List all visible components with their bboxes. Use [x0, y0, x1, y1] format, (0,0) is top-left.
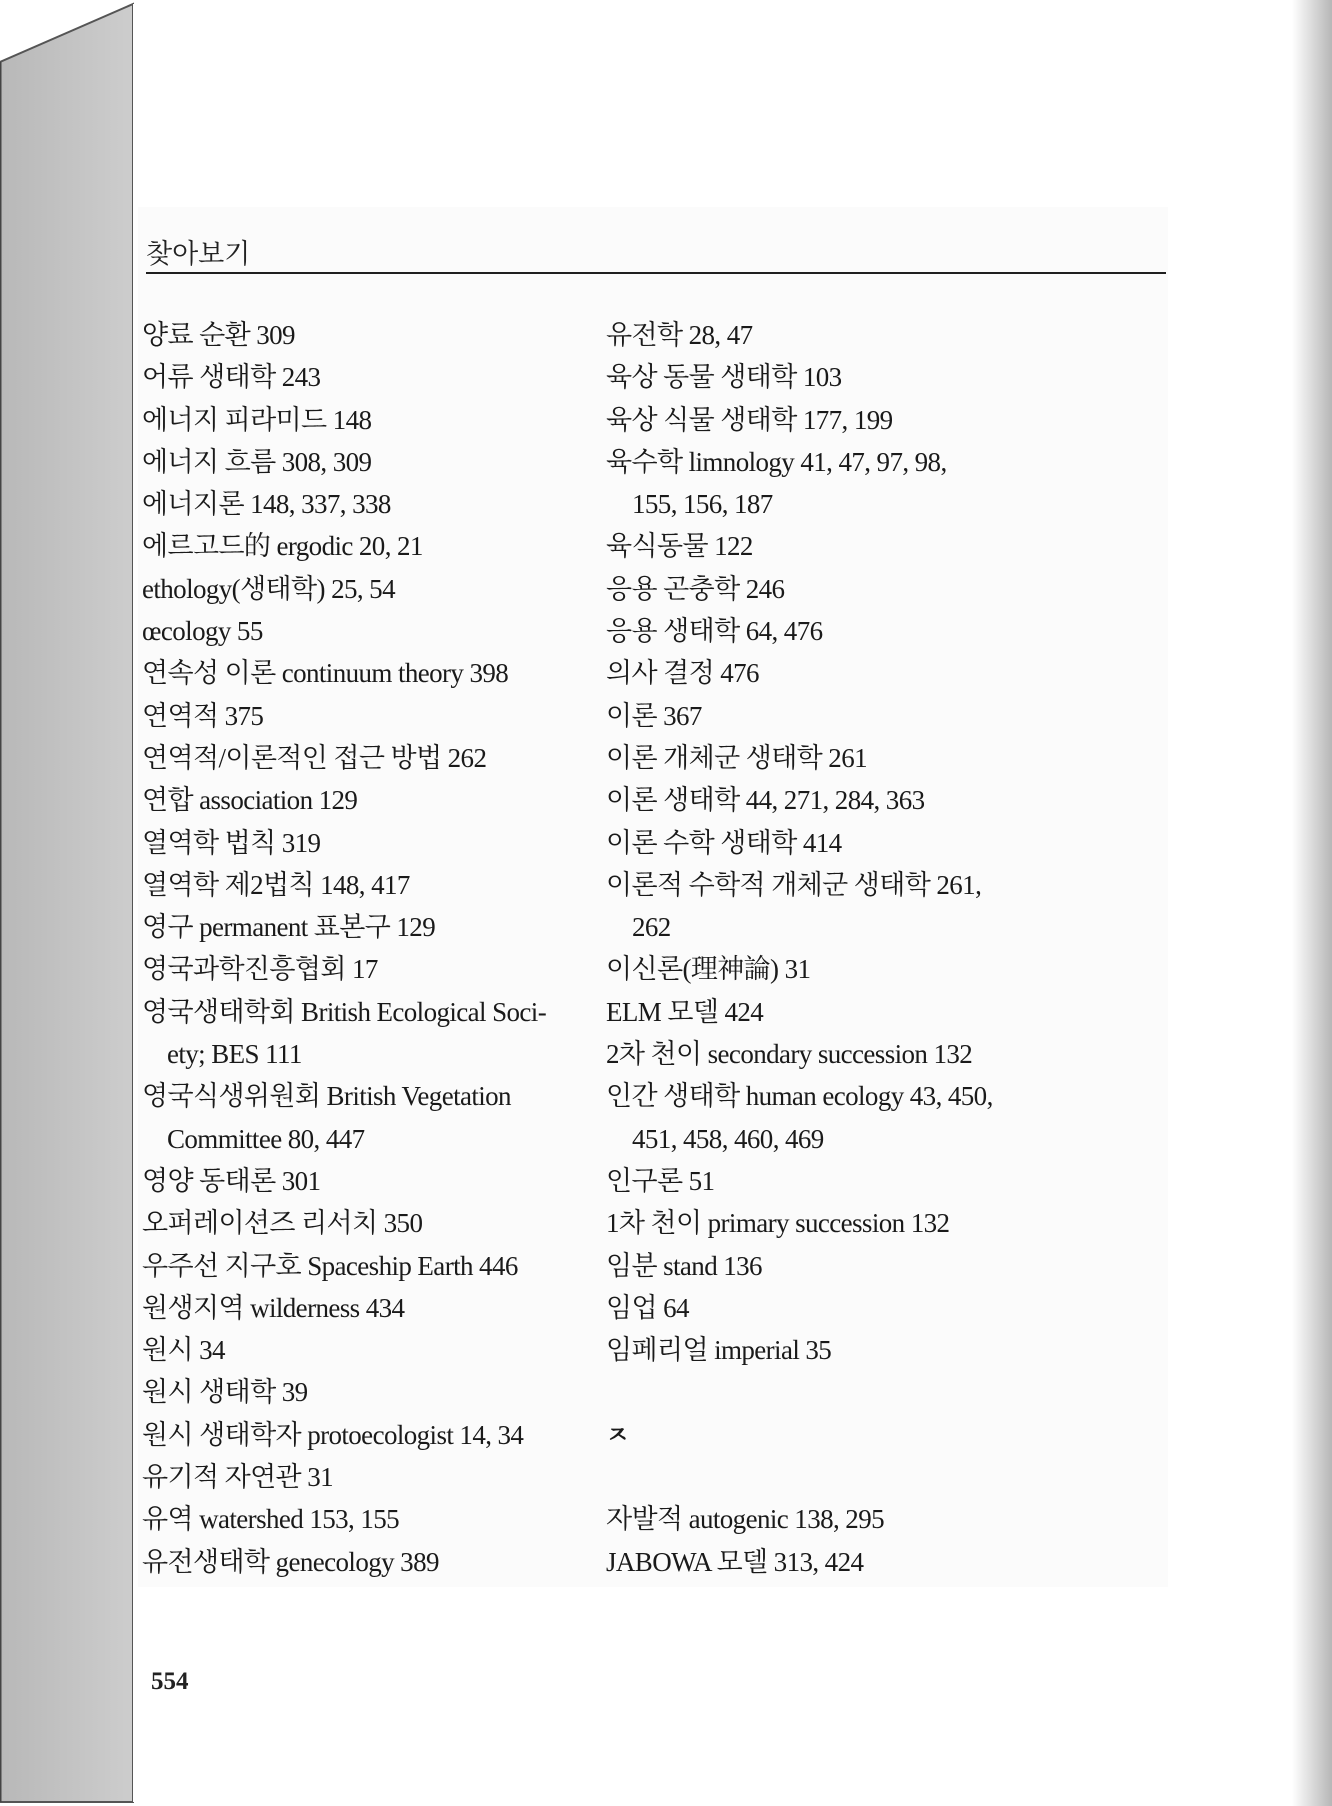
index-entry: 자발적 autogenic 138, 295 [606, 1504, 885, 1535]
index-entry: 육수학 limnology 41, 47, 97, 98, [606, 446, 947, 477]
index-entry: 155, 156, 187 [632, 489, 773, 520]
running-head: 찾아보기 [146, 239, 251, 270]
index-entry: 응용 곤충학 246 [606, 573, 785, 604]
index-entry: 이론 367 [606, 700, 702, 731]
index-entry: 유전생태학 genecology 389 [142, 1546, 439, 1577]
index-entry: 2차 천이 secondary succession 132 [606, 1039, 973, 1070]
index-entry: 열역학 법칙 319 [142, 827, 321, 858]
index-entry: 이론 개체군 생태학 261 [606, 742, 868, 773]
book-side-edge [0, 4, 133, 1802]
index-entry: 원시 생태학자 protoecologist 14, 34 [142, 1419, 524, 1450]
index-entry: 인간 생태학 human ecology 43, 450, [606, 1081, 993, 1112]
index-entry: 인구론 51 [606, 1165, 715, 1196]
index-entry: 이신론(理神論) 31 [606, 954, 811, 985]
page-number: 554 [151, 1668, 189, 1695]
index-entry: 원시 34 [142, 1335, 225, 1366]
index-entry: 의사 결정 476 [606, 658, 759, 689]
index-entry: 연속성 이론 continuum theory 398 [142, 658, 509, 689]
index-entry: 이론적 수학적 개체군 생태학 261, [606, 869, 982, 900]
index-section-letter: ㅈ [606, 1420, 629, 1449]
index-entry: 영양 동태론 301 [142, 1165, 321, 1196]
index-entry: 육상 동물 생태학 103 [606, 362, 842, 393]
index-entry: 임업 64 [606, 1292, 689, 1323]
index-entry: 오퍼레이션즈 리서치 350 [142, 1208, 423, 1239]
index-entry: 임분 stand 136 [606, 1250, 762, 1281]
index-entry: 영국생태학회 British Ecological Soci- [142, 996, 547, 1027]
index-entry: 영국식생위원회 British Vegetation [142, 1081, 511, 1112]
index-entry: 451, 458, 460, 469 [632, 1123, 824, 1154]
index-entry: 영구 permanent 표본구 129 [142, 912, 436, 943]
index-entry: 원생지역 wilderness 434 [142, 1292, 405, 1323]
index-entry: 영국과학진흥협회 17 [142, 954, 378, 985]
index-entry: ethology(생태학) 25, 54 [142, 573, 395, 604]
index-entry: 열역학 제2법칙 148, 417 [142, 869, 410, 900]
index-entry: 응용 생태학 64, 476 [606, 616, 823, 647]
index-entry: œcology 55 [142, 616, 263, 647]
index-entry: Committee 80, 447 [167, 1123, 365, 1154]
index-entry: 262 [632, 912, 671, 943]
index-column-right [606, 314, 1166, 1583]
index-entry: 유기적 자연관 31 [142, 1462, 333, 1493]
index-entry: 연역적 375 [142, 700, 264, 731]
index-spacer [606, 1456, 1166, 1498]
index-column-left [142, 314, 582, 1583]
index-entry: 양료 순환 309 [142, 320, 295, 350]
index-entry: JABOWA 모델 313, 424 [606, 1546, 864, 1577]
index-spacer [606, 1371, 1166, 1413]
header-rule [146, 272, 1166, 274]
index-entry: ELM 모델 424 [606, 996, 764, 1027]
index-entry: 1차 천이 primary succession 132 [606, 1208, 950, 1239]
index-entry: 에너지 흐름 308, 309 [142, 446, 372, 477]
index-entry: 이론 수학 생태학 414 [606, 827, 842, 858]
index-entry: 연합 association 129 [142, 785, 358, 816]
index-entry: 연역적/이론적인 접근 방법 262 [142, 742, 487, 773]
page-right-shadow [1292, 0, 1332, 1806]
index-entry: 유역 watershed 153, 155 [142, 1504, 400, 1535]
index-entry: 이론 생태학 44, 271, 284, 363 [606, 785, 925, 816]
index-entry: 에너지 피라미드 148 [142, 404, 372, 435]
index-entry: 에르고드的 ergodic 20, 21 [142, 531, 423, 562]
index-entry: 원시 생태학 39 [142, 1377, 308, 1408]
index-entry: 육상 식물 생태학 177, 199 [606, 404, 893, 435]
index-entry: ety; BES 111 [167, 1039, 302, 1070]
index-entry: 우주선 지구호 Spaceship Earth 446 [142, 1250, 518, 1281]
index-entry: 유전학 28, 47 [606, 320, 753, 350]
index-entry: 에너지론 148, 337, 338 [142, 489, 391, 520]
index-entry: 어류 생태학 243 [142, 362, 321, 393]
index-entry: 육식동물 122 [606, 531, 753, 562]
index-entry: 임페리얼 imperial 35 [606, 1335, 832, 1366]
